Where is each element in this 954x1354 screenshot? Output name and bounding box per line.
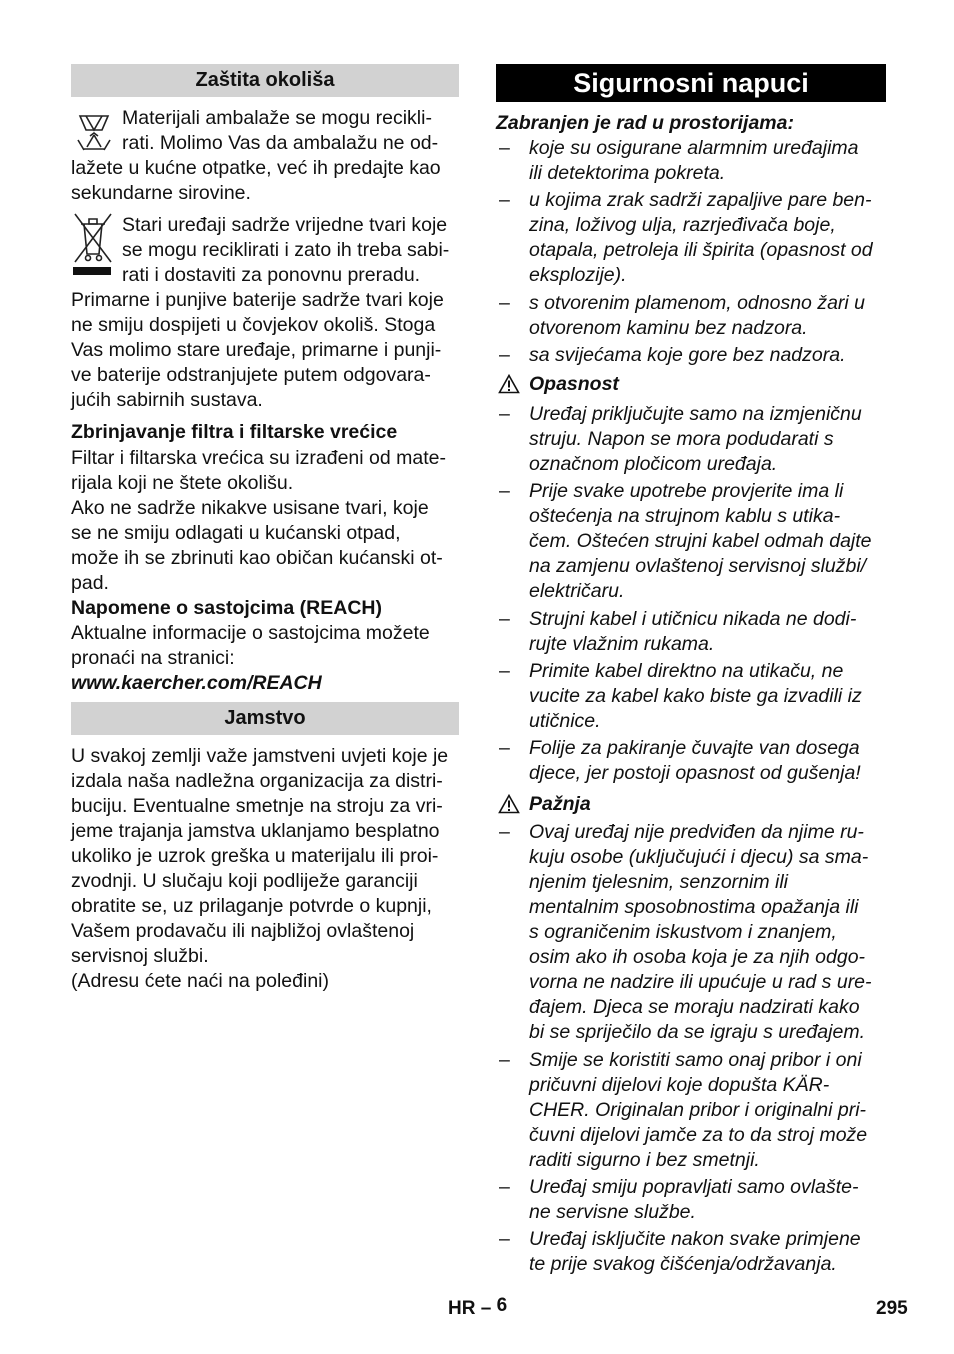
reach-heading: Napomene o sastojcima (REACH) xyxy=(71,597,382,619)
list-dash: – xyxy=(499,137,510,159)
list-dash: – xyxy=(499,660,510,682)
weee-bin-icon xyxy=(71,212,115,278)
reach-link[interactable]: www.kaercher.com/REACH xyxy=(71,672,322,694)
page-number: 295 xyxy=(876,1298,908,1319)
footer-language: HR xyxy=(448,1298,476,1319)
list-dash: – xyxy=(499,821,510,843)
footer-dash: – xyxy=(480,1298,492,1319)
list-dash: – xyxy=(499,1049,510,1071)
list-dash: – xyxy=(499,608,510,630)
list-dash: – xyxy=(499,1228,510,1250)
safety-heading: Sigurnosni napuci xyxy=(496,64,886,102)
warranty-heading: Jamstvo xyxy=(71,702,459,735)
recycle-icon xyxy=(72,110,116,156)
danger-heading: Opasnost xyxy=(529,373,619,395)
list-dash: – xyxy=(499,737,510,759)
filter-heading: Zbrinjavanje filtra i filtarske vrećice xyxy=(71,421,398,443)
footer-local-page: 6 xyxy=(496,1295,508,1316)
list-dash: – xyxy=(499,403,510,425)
page-footer-section xyxy=(448,1295,508,1320)
list-dash: – xyxy=(499,292,510,314)
warning-triangle-icon xyxy=(498,794,520,814)
list-dash: – xyxy=(499,344,510,366)
list-dash: – xyxy=(499,1176,510,1198)
caution-heading: Pažnja xyxy=(529,793,591,815)
forbidden-heading: Zabranjen je rad u prostorijama: xyxy=(496,112,794,134)
warning-triangle-icon xyxy=(498,374,520,394)
environment-heading: Zaštita okoliša xyxy=(71,64,459,97)
list-dash: – xyxy=(499,189,510,211)
list-dash: – xyxy=(499,480,510,502)
